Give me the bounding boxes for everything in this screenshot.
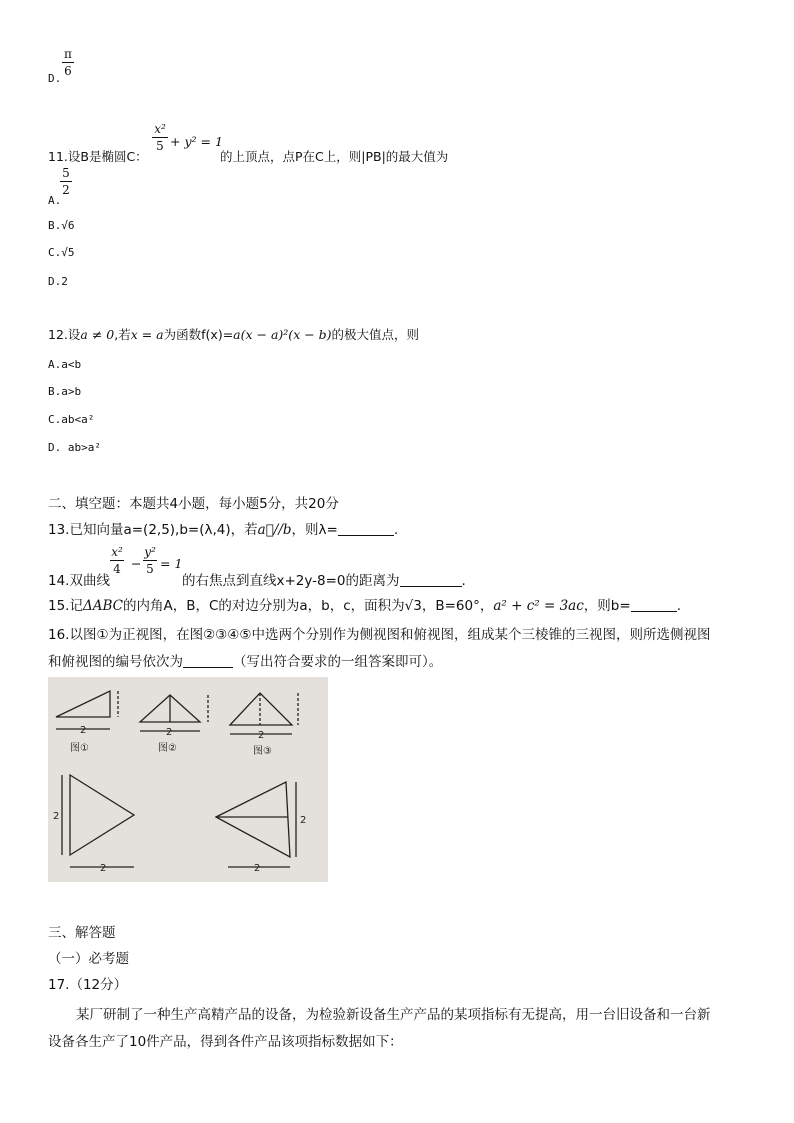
q11-option-a-label: A. — [48, 194, 62, 207]
q15-text-c: ，则b= — [583, 598, 631, 614]
q14-equals: = 1 — [160, 556, 183, 571]
q15-text-b: 的内角A，B，C的对边分别为a，b，c，面积为√3，B=60°， — [122, 598, 494, 614]
fig5-dim-label-h: 2 — [254, 863, 261, 874]
fraction-denominator: 5 — [146, 562, 154, 576]
fig4-triangle — [70, 775, 134, 855]
q12-option-a: A.a<b — [48, 358, 82, 371]
q15-text-a: 15.记 — [48, 598, 83, 614]
q11-option-d: D.2 — [48, 275, 68, 288]
q14-end: . — [461, 573, 466, 589]
fig1-right-triangle — [56, 691, 110, 717]
fig3-dim-label: 2 — [258, 730, 265, 741]
q11-option-a-fraction — [60, 166, 72, 197]
three-views-figure — [48, 677, 328, 882]
q16-line-1: 16.以图①为正视图，在图②③④⑤中选两个分别作为侧视图和俯视图，组成某个三棱锥的三视图，则所选侧视图 — [48, 627, 711, 643]
fig5-dim-label-v: 2 — [300, 815, 307, 826]
q12-prefix: 12.设 — [48, 327, 81, 342]
q12-suffix: 的极大值点，则 — [331, 327, 420, 342]
q15-end: . — [676, 598, 681, 614]
q13 — [48, 518, 398, 538]
section3-subheading: （一）必考题 — [48, 951, 129, 967]
q11-ellipse-fraction — [152, 122, 168, 153]
q15 — [48, 594, 681, 614]
q14-fraction-1 — [110, 545, 124, 576]
fig1-caption: 图① — [70, 743, 89, 754]
q15-math: ΔABC — [82, 598, 123, 614]
q13-text-b: ，则λ= — [291, 522, 338, 538]
q12-function: a(x − a)²(x − b) — [233, 327, 332, 342]
q10-option-d-label: D. — [48, 72, 62, 85]
q12-condition: a ≠ 0 — [80, 327, 115, 342]
fraction-denominator: 6 — [64, 64, 72, 78]
section2-heading: 二、填空题：本题共4小题，每小题5分，共20分 — [48, 496, 339, 512]
q13-math: a⃗//b — [257, 522, 292, 538]
q17-line-2: 设备各生产了10件产品，得到各件产品该项指标数据如下： — [48, 1034, 403, 1050]
fig2-caption: 图② — [158, 743, 177, 754]
fraction-denominator: 2 — [62, 183, 70, 197]
q14-text: 14.双曲线 — [48, 573, 110, 589]
q11-equation-rest: + y² = 1 — [170, 134, 223, 149]
q11-suffix: 的上顶点，点P在C上，则|PB|的最大值为 — [220, 149, 449, 164]
q15-answer-blank[interactable] — [631, 599, 677, 612]
fig4-dim-label-h: 2 — [100, 863, 107, 874]
q16-line-2 — [48, 650, 442, 670]
q13-text-a: 13.已知向量a=(2,5),b=(λ,4)，若 — [48, 522, 258, 538]
q10-option-d-fraction — [62, 47, 74, 78]
fig2-dim-label: 2 — [166, 727, 173, 738]
q12-stem — [48, 325, 419, 343]
fraction-denominator: 4 — [113, 562, 121, 576]
fraction-numerator: x² — [154, 122, 166, 136]
q16-text-a: 和俯视图的编号依次为 — [48, 654, 183, 670]
q12-condition-2: x = a — [130, 327, 164, 342]
fraction-numerator: 5 — [62, 166, 70, 180]
q12-mid-2: 为函数f(x)= — [163, 327, 234, 342]
q13-end: . — [393, 522, 399, 538]
q16-answer-blank[interactable] — [183, 655, 233, 668]
fig5-triangle — [216, 782, 290, 857]
fraction-numerator: π — [64, 47, 72, 61]
q12-mid: ,若 — [114, 327, 131, 342]
q11-prefix: 11.设B是椭圆C： — [48, 149, 148, 164]
fig1-dim-label: 2 — [80, 725, 87, 736]
fraction-denominator: 5 — [156, 139, 164, 153]
minus-sign: − — [131, 556, 142, 571]
q14-fraction-2 — [143, 545, 157, 576]
three-views-drawing — [48, 677, 328, 882]
fraction-numerator: y² — [144, 545, 156, 559]
q14-suffix: 的右焦点到直线x+2y-8=0的距离为 — [182, 573, 400, 589]
q14-suffix-line — [182, 569, 466, 589]
q13-answer-blank[interactable] — [338, 523, 394, 536]
q12-option-b: B.a>b — [48, 385, 82, 398]
q12-option-d: D. ab>a² — [48, 441, 101, 454]
q16-text-b: （写出符合要求的一组答案即可）。 — [233, 654, 443, 670]
fraction-numerator: x² — [111, 545, 123, 559]
q14-answer-blank[interactable] — [400, 574, 462, 587]
q15-math-2: a² + c² = 3ac — [493, 598, 584, 614]
fig4-dim-label-v: 2 — [53, 811, 60, 822]
q11-option-c: C.√5 — [48, 246, 75, 259]
q12-option-c: C.ab<a² — [48, 413, 95, 426]
fig3-triangle — [230, 693, 292, 725]
q17-heading: 17.（12分） — [48, 977, 128, 993]
fig3-caption: 图③ — [253, 746, 272, 757]
q11-option-b: B.√6 — [48, 219, 75, 232]
q17-line-1: 某厂研制了一种生产高精产品的设备，为检验新设备生产产品的某项指标有无提高，用一台旧设备和一台新 — [76, 1007, 711, 1023]
section3-heading: 三、解答题 — [48, 925, 116, 941]
